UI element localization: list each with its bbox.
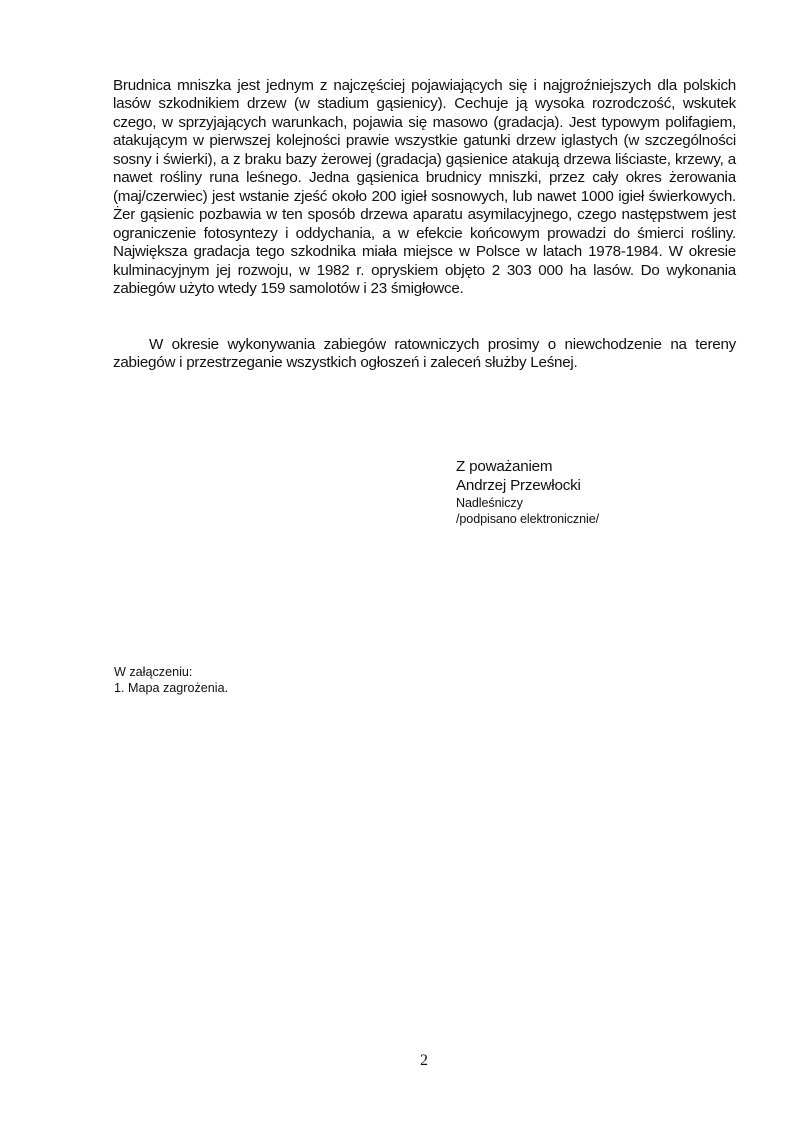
signature-block <box>456 458 599 527</box>
signature-title: Nadleśniczy <box>456 496 523 510</box>
main-paragraph-block <box>113 77 736 298</box>
paragraph-request-notice: W okresie wykonywania zabiegów ratowniczych prosimy o niewchodzenie na tereny zabiegów i przestrzeganie wszystkich ogłoszeń i zaleceń służby Leśnej. <box>113 336 736 372</box>
signature-note: /podpisano elektronicznie/ <box>456 512 600 526</box>
paragraph-moth-description: Brudnica mniszka jest jednym z najczęściej pojawiających się i najgroźniejszych dla polskich lasów szkodnikiem drzew (w stadium gąsienicy). Cechuje ją wysoka rozrodczość, wskutek czego, w sprzyjających warunkach, pojawia się masowo (gradacja). Jest typowym polifagiem, atakującym w pierwszej kolejności prawie wszystkie gatunki drzew iglastych (w szczególności sosny i świerki), a z braku bazy żerowej (gradacja) gąsienice atakują drzewa liściaste, krzewy, a nawet rośliny runa leśnego. Jedna gąsienica brudnicy mniszki, przez cały okres żerowania (maj/czerwiec) jest wstanie zjeść około 200 igieł sosnowych, lub nawet 1000 igieł świerkowych. Żer gąsienic pozbawia w ten sposób drzewa aparatu asymilacyjnego, czego następstwem jest ograniczenie fotosyntezy i oddychania, a w efekcie końcowym prowadzi do śmierci rośliny. Największa gradacja tego szkodnika miała miejsce w Polsce w latach 1978-1984. W okresie kulminacyjnym jej rozwoju, w 1982 r. opryskiem objęto 2 303 000 ha lasów. Do wykonania zabiegów użyto wtedy 159 samolotów i 23 śmigłowce. <box>113 77 736 297</box>
page-number: 2 <box>420 1052 428 1069</box>
second-paragraph-block <box>113 336 736 373</box>
attachments-heading: W załączeniu: <box>114 665 193 679</box>
attachments-block <box>114 664 228 696</box>
signature-name: Andrzej Przewłocki <box>456 476 581 494</box>
attachment-item: 1. Mapa zagrożenia. <box>114 681 229 695</box>
signature-closing: Z poważaniem <box>456 458 553 475</box>
